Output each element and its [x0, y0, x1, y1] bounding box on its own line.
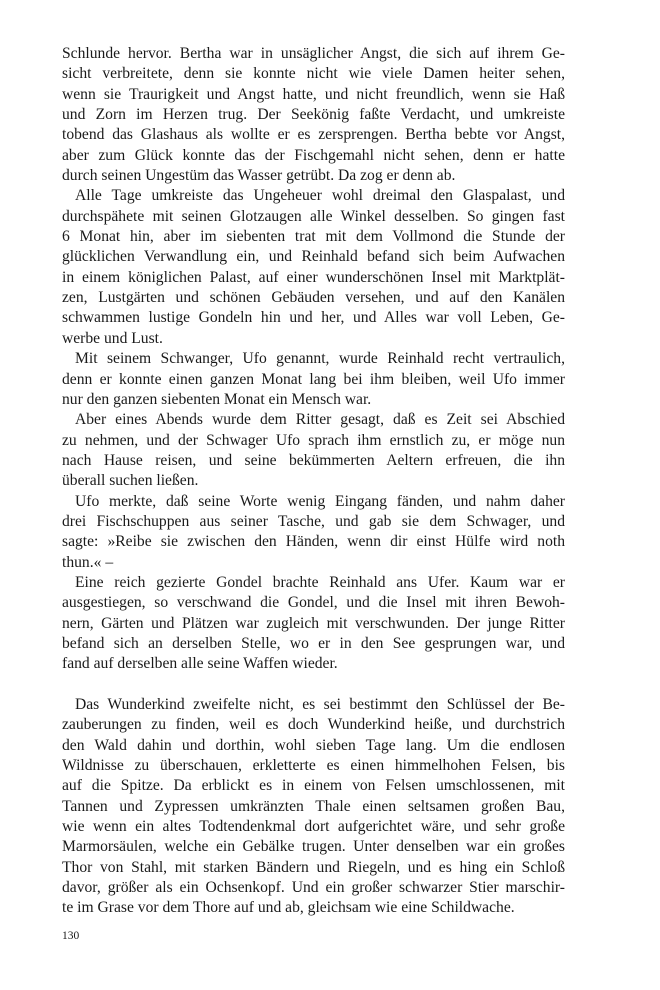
paragraph — [62, 695, 565, 919]
paragraph — [62, 44, 565, 186]
text-line: Mit seinem Schwanger, Ufo genannt, wurde Reinhald recht vertraulich, — [75, 350, 565, 368]
text-line: Marmorsäulen, welche ein Gebälke trugen. Unter denselben war ein großes — [62, 838, 565, 856]
text-line: 6 Monat hin, aber im siebenten trat mit dem Vollmond die Stunde der — [62, 228, 565, 246]
text-line: glücklichen Verwandlung ein, und Reinhald befand sich beim Aufwachen — [62, 248, 565, 266]
text-line: aber zum Glück konnte das der Fischgemahl nicht sehen, denn er hatte — [62, 146, 565, 164]
text-line: Eine reich gezierte Gondel brachte Reinhald ans Ufer. Kaum war er — [75, 573, 565, 591]
text-line: durchspähete mit seinen Glotzaugen alle Winkel desselben. So gingen fast — [62, 207, 565, 225]
text-line: ausgestiegen, so verschwand die Gondel, und die Insel mit ihren Bewoh- — [62, 594, 565, 612]
text-line: sicht verbreitete, denn sie konnte nicht wie viele Damen heiter sehen, — [62, 65, 565, 83]
paragraph — [62, 492, 565, 573]
text-line: sagte: »Reibe sie zwischen den Händen, wenn dir einst Hülfe wird noth — [62, 533, 565, 551]
text-line: te im Grase vor dem Thore auf und ab, gleichsam wie eine Schildwache. — [62, 899, 515, 917]
section-break — [62, 675, 565, 695]
text-line: werbe und Lust. — [62, 329, 163, 347]
text-line: zen, Lustgärten und schönen Gebäuden versehen, und auf den Kanälen — [62, 289, 565, 307]
text-line: Schlunde hervor. Bertha war in unsäglicher Angst, die sich auf ihrem Ge- — [62, 45, 565, 62]
text-line: tobend das Glashaus als wollte er es zersprengen. Bertha bebte vor Angst, — [62, 126, 565, 144]
text-line: und Zorn im Herzen trug. Der Seekönig faßte Verdacht, und umkreiste — [62, 106, 565, 124]
text-line: Aber eines Abends wurde dem Ritter gesagt, daß es Zeit sei Abschied — [75, 411, 565, 429]
text-line: Ufo merkte, daß seine Worte wenig Eingang fänden, und nahm daher — [75, 492, 565, 510]
text-line: wie wenn ein altes Todtendenkmal dort aufgerichtet wäre, und sehr große — [62, 818, 565, 836]
text-line: nach Hause reisen, und seine bekümmerten Aeltern erfreuen, die ihn — [62, 451, 565, 469]
text-line: Alle Tage umkreiste das Ungeheuer wohl dreimal den Glaspalast, und — [75, 187, 565, 205]
text-line: in einem königlichen Palast, auf einer wunderschönen Insel mit Marktplät- — [62, 268, 565, 286]
text-line: wenn sie Traurigkeit und Angst hatte, und nicht freundlich, wenn sie Haß — [62, 85, 565, 103]
text-line: thun.« – — [62, 553, 114, 571]
text-line: nur den ganzen siebenten Monat ein Mensch war. — [62, 390, 372, 408]
text-line: schwammen lustige Gondeln hin und her, und Alles war voll Leben, Ge- — [62, 309, 565, 327]
text-line: befand sich an derselben Stelle, wo er in den See gesprungen war, und — [62, 634, 565, 652]
text-line: fand auf derselben alle seine Waffen wieder. — [62, 655, 338, 673]
text-line: den Wald dahin und dorthin, wohl sieben Tage lang. Um die endlosen — [62, 736, 565, 754]
text-line: denn er konnte einen ganzen Monat lang bei ihm bleiben, weil Ufo immer — [62, 370, 565, 388]
page-number: 130 — [62, 930, 80, 942]
text-line: Das Wunderkind zweifelte nicht, es sei bestimmt den Schlüssel der Be- — [75, 696, 565, 713]
paragraph — [62, 410, 565, 491]
text-line: Tannen und Zypressen umkränzten Thale einen seltsamen großen Bau, — [62, 797, 565, 815]
paragraph — [62, 349, 565, 410]
text-line: überall suchen ließen. — [62, 472, 199, 490]
text-line: Thor von Stahl, mit starken Bändern und Riegeln, und es hing ein Schloß — [62, 858, 565, 876]
text-line: drei Fischschuppen aus seiner Tasche, und gab sie dem Schwager, und — [62, 512, 565, 530]
text-line: nern, Gärten und Plätzen war zugleich mit verschwunden. Der junge Ritter — [62, 614, 565, 632]
paragraph — [62, 186, 565, 349]
text-line: davor, größer als ein Ochsenkopf. Und ein großer schwarzer Stier marschir- — [62, 879, 565, 897]
text-line: auf die Spitze. Da erblickt es in einem von Felsen umschlossenen, mit — [62, 777, 565, 795]
text-line: Wildnisse zu überschauen, erkletterte es einen himmelhohen Felsen, bis — [62, 757, 565, 775]
text-line: durch seinen Ungestüm das Wasser getrübt. Da zog er denn ab. — [62, 167, 456, 185]
paragraph — [62, 573, 565, 675]
page-body — [62, 44, 565, 919]
text-line: zu nehmen, und der Schwager Ufo sprach ihm ernstlich zu, er möge nun — [62, 431, 565, 449]
text-line: zauberungen zu finden, weil es doch Wunderkind heiße, und durchstrich — [62, 716, 565, 734]
